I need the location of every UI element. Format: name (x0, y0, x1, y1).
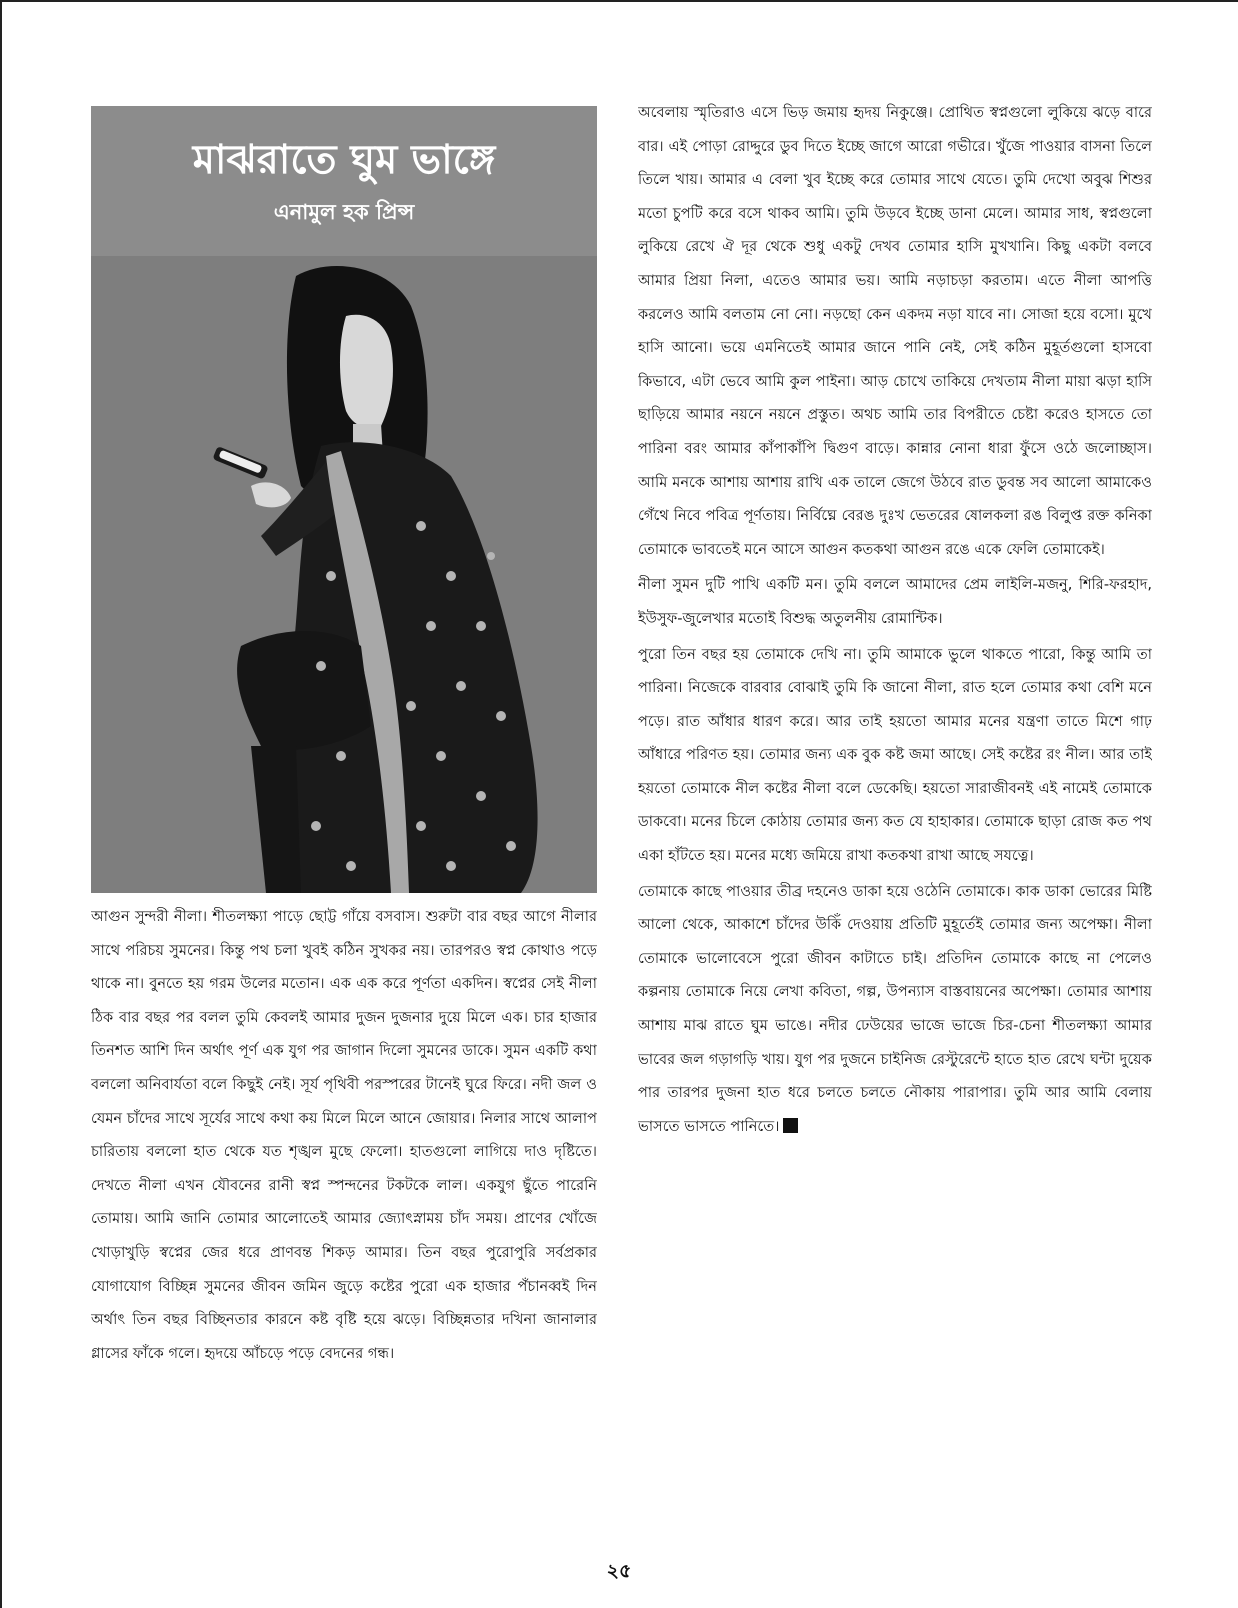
right-paragraph-3: পুরো তিন বছর হয় তোমাকে দেখি না। তুমি আমাকে ভুলে থাকতে পারো, কিন্তু আমি তা পারিনা। নিজেকে বারবার বোঝাই তুমি কি জানো নীলা, রাত হলে তোমার কথা বেশি মনে পড়ে। রাত আঁধার ধারণ করে। আর তাই হয়তো আমার মনের যন্ত্রণা তাতে মিশে গাঢ় আঁধারে পরিণত হয়। তোমার জন্য এক বুক কষ্ট জমা আছে। সেই কষ্টের রং নীল। আর তাই হয়তো তোমাকে নীল কষ্টের নীলা বলে ডেকেছি। হয়তো সারাজীবনই এই নামেই তোমাকে ডাকবো। মনের চিলে কোঠায় তোমার জন্য কত যে হাহাকার। তোমাকে ছাড়া রোজ কত পথ একা হাঁটতে হয়। মনের মধ্যে জমিয়ে রাখা কতকথা রাখা আছে সযত্নে। (638, 645, 1152, 865)
end-mark-icon (783, 1118, 798, 1133)
right-paragraph-1: অবেলায় স্মৃতিরাও এসে ভিড় জমায় হৃদয় নিকুঞ্জে। প্রোথিত স্বপ্নগুলো লুকিয়ে ঝড়ে বারে বার। এই পোড়া রোদ্দুরে ডুব দিতে ইচ্ছে জাগে আরো গভীরে। খুঁজে পাওয়ার বাসনা তিলে তিলে খায়। আমার এ বেলা খুব ইচ্ছে করে তোমার সাথে যেতে। তুমি দেখো অবুঝ শিশুর মতো চুপটি করে বসে থাকব আমি। তুমি উড়বে ইচ্ছে ডানা মেলে। আমার সাধ, স্বপ্নগুলো লুকিয়ে রেখে ঐ দূর থেকে শুধু একটু দেখব তোমার হাসি মুখখানি। কিছু একটা বলবে আমার প্রিয়া নিলা, এতেও আমার ভয়। আমি নড়াচড়া করতাম। এতে নীলা আপত্তি করলেও আমি বলতাম নো নো। নড়ছো কেন একদম নড়া যাবে না। সোজা হয়ে বসো। মুখে হাসি আনো। ভয়ে এমনিতেই আমার জানে পানি নেই, সেই কঠিন মুহূর্তগুলো হাসবো কিভাবে, এটা ভেবে আমি কুল পাইনা। আড় চোখে তাকিয়ে দেখতাম নীলা মায়া ঝড়া হাসি ছাড়িয়ে আমার নয়নে নয়নে প্রস্তুত। অথচ আমি তার বিপরীতে চেষ্টা করেও হাসতে তো পারিনা বরং আমার কাঁপাকাঁপি দ্বিগুণ বাড়ে। কান্নার নোনা ধারা ফুঁসে ওঠে জলোচ্ছাস। আমি মনকে আশায় আশায় রাখি এক তালে জেগে উঠবে রাত ডুবন্ত সব আলো আমাকেও গেঁথে নিবে পবিত্র পূর্ণতায়। নির্বিঘ্নে বেরঙ দুঃখ ভেতরের ষোলকলা রঙ বিলুপ্ত রক্ত কনিকা তোমাকে ভাবতেই মনে আসে আগুন কতকথা আগুন রঙে একে ফেলি তোমাকেই। (638, 104, 1152, 558)
right-paragraph-4-text: তোমাকে কাছে পাওয়ার তীব্র দহনেও ডাকা হয়ে ওঠেনি তোমাকে। কাক ডাকা ভোরের মিষ্টি আলো থেকে, আকাশে চাঁদের উকিঁ দেওয়ায় প্রতিটি মুহূর্তেই তোমার জন্য অপেক্ষা। নীলা তোমাকে ভালোবেসে পুরো জীবন কাটাতে চাই। প্রতিদিন তোমাকে কাছে না পেলেও কল্পনায় তোমাকে নিয়ে লেখা কবিতা, গল্প, উপন্যাস বাস্তবায়নের অপেক্ষা। তোমার আশায় আশায় মাঝ রাতে ঘুম ভাঙে। নদীর ঢেউয়ের ভাজে ভাজে চির-চেনা শীতলক্ষ্যা আমার ভাবের জল গড়াগড়ি খায়। যুগ পর দুজনে চাইনিজ রেস্টুরেন্টে হাতে হাত রেখে ঘন্টা দুয়েক পার তারপর দুজনা হাত ধরে চলতে চলতে নৌকায় পারাপার। তুমি আর আমি বেলায় ভাসতে ভাসতে পানিতে। (638, 882, 1152, 1135)
right-paragraph-2: নীলা সুমন দুটি পাখি একটি মন। তুমি বললে আমাদের প্রেম লাইলি-মজনু, শিরি-ফরহাদ, ইউসুফ-জুলেখার মতোই বিশুদ্ধ অতুলনীয় রোমান্টিক। (638, 576, 1152, 627)
left-column-text (91, 900, 597, 1512)
article-title: মাঝরাতে ঘুম ভাঙ্গে (192, 137, 496, 183)
cover-illustration (91, 106, 597, 893)
right-paragraph-4 (638, 875, 1152, 1144)
right-column-text (638, 96, 1152, 1516)
article-author: এনামুল হক প্রিন্স (273, 200, 415, 224)
left-paragraph-1: আগুন সুন্দরী নীলা। শীতলক্ষ্যা পাড়ে ছোট্ট গাঁয়ে বসবাস। শুরুটা বার বছর আগে নীলার সাথে পরিচয় সুমনের। কিন্তু পথ চলা খুবই কঠিন সুখকর নয়। তারপরও স্বপ্ন কোথাও পড়ে থাকে না। বুনতে হয় গরম উলের মতোন। এক এক করে পূর্ণতা একদিন। স্বপ্নের সেই নীলা ঠিক বার বছর পর বলল তুমি কেবলই আমার দুজন দুজনার দুয়ে মিলে এক। চার হাজার তিনশত আশি দিন অর্থাৎ পূর্ণ এক যুগ পর জাগান দিলো সুমনের ডাকে। সুমন একটি কথা বললো অনিবার্যতা বলে কিছুই নেই। সূর্য পৃথিবী পরস্পরের টানেই ঘুরে ফিরে। নদী জল ও যেমন চাঁদের সাথে সূর্যের সাথে কথা কয় মিলে মিলে আনে জোয়ার। নিলার সাথে আলাপ চারিতায় বললো হাত থেকে যত শৃঙ্খল মুছে ফেলো। হাতগুলো লাগিয়ে দাও দৃষ্টিতে। দেখতে নীলা এখন যৌবনের রানী স্বপ্ন স্পন্দনের টকটকে লাল। একযুগ ছুঁতে পারেনি তোমায়। আমি জানি তোমার আলোতেই আমার জ্যোৎস্নাময় চাঁদ সময়। প্রাণের খোঁজে খোড়াখুড়ি স্বপ্নের জের ধরে প্রাণবন্ত শিকড় আমার। তিন বছর পুরোপুরি সর্বপ্রকার যোগাযোগ বিচ্ছিন্ন সুমনের জীবন জমিন জুড়ে কষ্টের পুরো এক হাজার পঁচানব্বই দিন অর্থাৎ তিন বছর বিচ্ছিনতার কারনে কষ্ট বৃষ্টি হয়ে ঝড়ে। বিচ্ছিন্নতার দখিনা জানালার গ্লাসের ফাঁকে গলে। হৃদয়ে আঁচড়ে পড়ে বেদনের গন্ধ। (91, 908, 597, 1362)
page-number: ২৫ (606, 1560, 632, 1582)
